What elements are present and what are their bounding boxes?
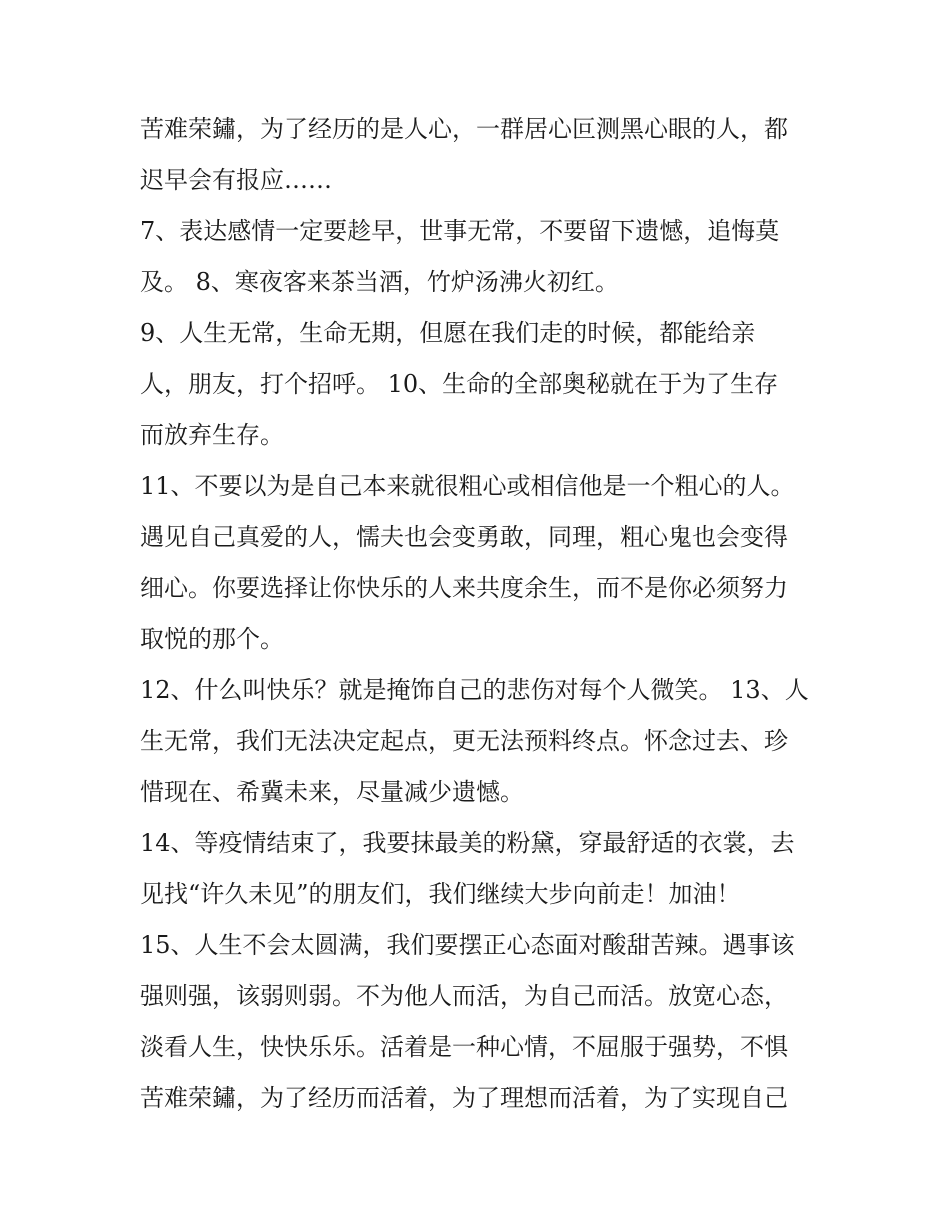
- text-line: 强则强，该弱则弱。不为他人而活，为自己而活。放宽心态，: [140, 982, 788, 1010]
- text-line: 12、什么叫快乐？就是掩饰自己的悲伤对每个人微笑。 13、人: [140, 676, 809, 704]
- text-line: 细心。你要选择让你快乐的人来共度余生，而不是你必须努力: [140, 574, 788, 602]
- document-body: [140, 104, 820, 1124]
- text-line: 11、不要以为是自己本来就很粗心或相信他是一个粗心的人。: [140, 472, 795, 500]
- text-line: 人，朋友，打个招呼。 10、生命的全部奥秘就在于为了生存: [140, 370, 779, 398]
- text-line: 9、人生无常，生命无期，但愿在我们走的时候，都能给亲: [140, 319, 756, 347]
- text-line: 生无常，我们无法决定起点，更无法预料终点。怀念过去、珍: [140, 727, 788, 755]
- text-line: 苦难荣鏽，为了经历而活着，为了理想而活着，为了实现自己: [140, 1084, 788, 1112]
- text-line: 迟早会有报应……: [140, 166, 332, 194]
- text-line: 惜现在、希冀未来，尽量减少遗憾。: [140, 778, 524, 806]
- text-line: 淡看人生，快快乐乐。活着是一种心情，不屈服于强势，不惧: [140, 1033, 788, 1061]
- text-line: 苦难荣鏽，为了经历的是人心，一群居心叵测黑心眼的人，都: [140, 115, 788, 143]
- text-line: 而放弃生存。: [140, 421, 284, 449]
- text-line: 14、等疫情结束了，我要抹最美的粉黛，穿最舒适的衣裳，去: [140, 829, 795, 857]
- text-line: 遇见自己真爱的人，懦夫也会变勇敢，同理，粗心鬼也会变得: [140, 523, 788, 551]
- text-line: 见找“许久未见”的朋友们，我们继续大步向前走！加油！: [140, 880, 741, 908]
- text-line: 取悦的那个。: [140, 625, 284, 653]
- text-line: 及。 8、寒夜客来茶当酒，竹炉汤沸火初红。: [140, 268, 619, 296]
- text-line: 15、人生不会太圆满，我们要摆正心态面对酸甜苦辣。遇事该: [140, 931, 795, 959]
- text-line: 7、表达感情一定要趁早，世事无常，不要留下遗憾，追悔莫: [140, 217, 780, 245]
